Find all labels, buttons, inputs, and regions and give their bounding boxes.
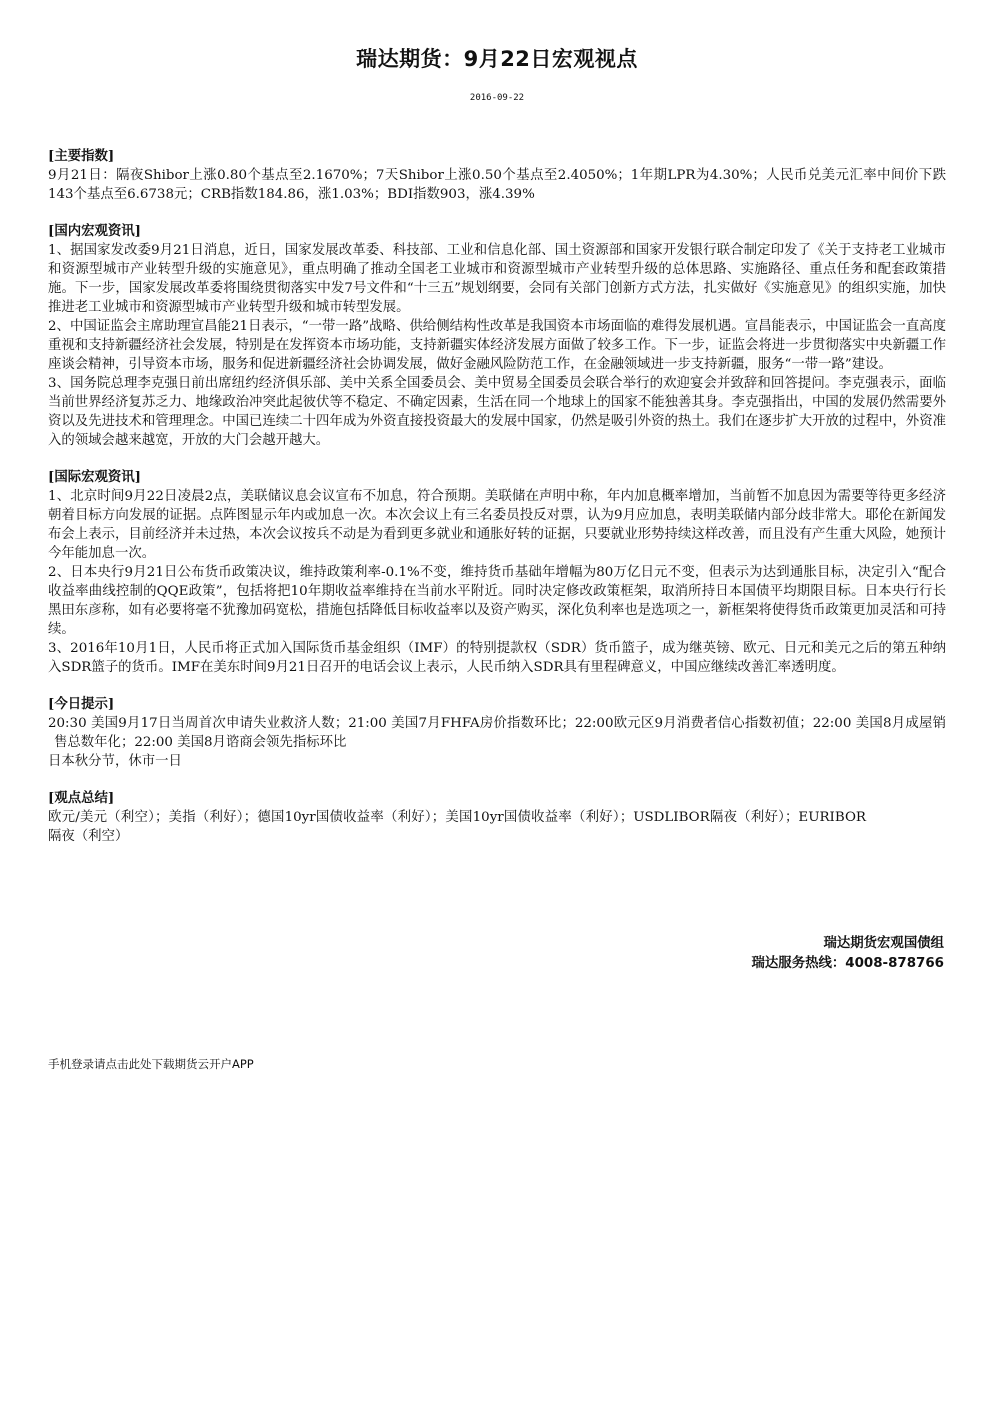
section-main-indicators: [48, 147, 946, 204]
section-heading: [观点总结]: [48, 790, 115, 806]
news-paragraph: 1、据国家发改委9月21日消息，近日，国家发展改革委、科技部、工业和信息化部、国土资源部和国家开发银行联合制定印发了《关于支持老工业城市和资源型城市产业转型升级的实施意见》，重点明确了推动全国老工业城市和资源型城市产业转型升级的总体思路、实施路径、重点任务和配套政策措施。下一步，国家发展改革委将围绕贯彻落实中发7号文件和“十三五”规划纲要，会同有关部门创新方式方法，扎实做好《实施意见》的组织实施，加快推进老工业城市和资源型城市产业转型升级和城市转型发展。: [48, 243, 946, 315]
section-heading: [今日提示]: [48, 696, 115, 712]
news-paragraph: 2、日本央行9月21日公布货币政策决议，维持政策利率-0.1%不变，维持货币基础年增幅为80万亿日元不变，但表示为达到通胀目标，决定引入“配合收益率曲线控制的QQE政策”，包括将把10年期收益率维持在当前水平附近。同时决定修改政策框架，取消所持日本国债平均期限目标。日本央行行长黑田东彦称，如有必要将毫不犹豫加码宽松，措施包括降低目标收益率以及资产购买，深化负利率也是选项之一，新框架将使得货币政策更加灵活和可持续。: [48, 565, 946, 637]
section-today-tips: [48, 695, 946, 771]
service-hotline: 瑞达服务热线：4008-878766: [751, 956, 944, 971]
report-title: 瑞达期货：9月22日宏观视点: [356, 47, 638, 71]
news-paragraph: 2、中国证监会主席助理宣昌能21日表示，“一带一路”战略、供给侧结构性改革是我国资本市场面临的难得发展机遇。宣昌能表示，中国证监会一直高度重视和支持新疆经济社会发展，特别是在发挥资本市场功能，支持新疆实体经济发展方面做了较多工作。下一步，证监会将进一步贯彻落实中央新疆工作座谈会精神，引导资本市场，服务和促进新疆经济社会协调发展，做好金融风险防范工作，在金融领域进一步支持新疆，服务“一带一路”建设。: [48, 319, 946, 372]
indicator-paragraph: 9月21日：隔夜Shibor上涨0.80个基点至2.1670%；7天Shibor上涨0.50个基点至2.4050%；1年期LPR为4.30%；人民币兑美元汇率中间价下跌143个基点至6.6738元；CRB指数184.86，涨1.03%；BDI指数903，涨4.39%: [48, 168, 946, 202]
signature-block: [752, 934, 944, 974]
section-domestic-macro: [48, 222, 946, 450]
team-name: 瑞达期货宏观国债组: [823, 936, 944, 951]
views-paragraph: 欧元/美元（利空）；美指（利好）；德国10yr国债收益率（利好）；美国10yr国债收益率（利好）；USDLIBOR隔夜（利好）；EURIBOR隔夜（利空）: [48, 810, 866, 844]
section-heading: [国内宏观资讯]: [48, 223, 142, 239]
schedule-paragraph: 20:30 美国9月17日当周首次申请失业救济人数；21:00 美国7月FHFA房价指数环比；22:00欧元区9月消费者信心指数初值；22:00 美国8月成屋销售总数年化；22:00 美国8月谘商会领先指标环比: [48, 716, 946, 750]
news-paragraph: 1、北京时间9月22日凌晨2点，美联储议息会议宣布不加息，符合预期。美联储在声明中称，年内加息概率增加，当前暂不加息因为需要等待更多经济朝着目标方向发展的证据。点阵图显示年内或加息一次。本次会议上有三名委员投反对票，认为9月应加息，表明美联储内部分歧非常大。耶伦在新闻发布会上表示，目前经济并未过热，本次会议按兵不动是为看到更多就业和通胀好转的证据，只要就业形势持续这样改善，而且没有产生重大风险，她预计今年能加息一次。: [48, 489, 946, 561]
holiday-note: 日本秋分节，休市一日: [48, 754, 182, 769]
section-views-summary: [48, 789, 946, 846]
report-body: [48, 147, 946, 864]
news-paragraph: 3、国务院总理李克强日前出席纽约经济俱乐部、美中关系全国委员会、美中贸易全国委员会联合举行的欢迎宴会并致辞和回答提问。李克强表示，面临当前世界经济复苏乏力、地缘政治冲突此起彼伏等不稳定、不确定因素，生活在同一个地球上的国家不能独善其身。李克强指出，中国的发展仍然需要外资以及先进技术和管理理念。中国已连续二十四年成为外资直接投资最大的发展中国家，仍然是吸引外资的热土。我们在逐步扩大开放的过程中，外资准入的领域会越来越宽，开放的大门会越开越大。: [48, 376, 946, 448]
report-date: 2016-09-22: [469, 93, 525, 103]
section-heading: [国际宏观资讯]: [48, 469, 142, 485]
section-international-macro: [48, 468, 946, 677]
app-download-link[interactable]: 手机登录请点击此处下载期货云开户APP: [48, 1057, 254, 1071]
section-heading: [主要指数]: [48, 148, 115, 164]
news-paragraph: 3、2016年10月1日，人民币将正式加入国际货币基金组织（IMF）的特别提款权（SDR）货币篮子，成为继英镑、欧元、日元和美元之后的第五种纳入SDR篮子的货币。IMF在美东时间9月21日召开的电话会议上表示，人民币纳入SDR具有里程碑意义，中国应继续改善汇率透明度。: [48, 641, 946, 675]
